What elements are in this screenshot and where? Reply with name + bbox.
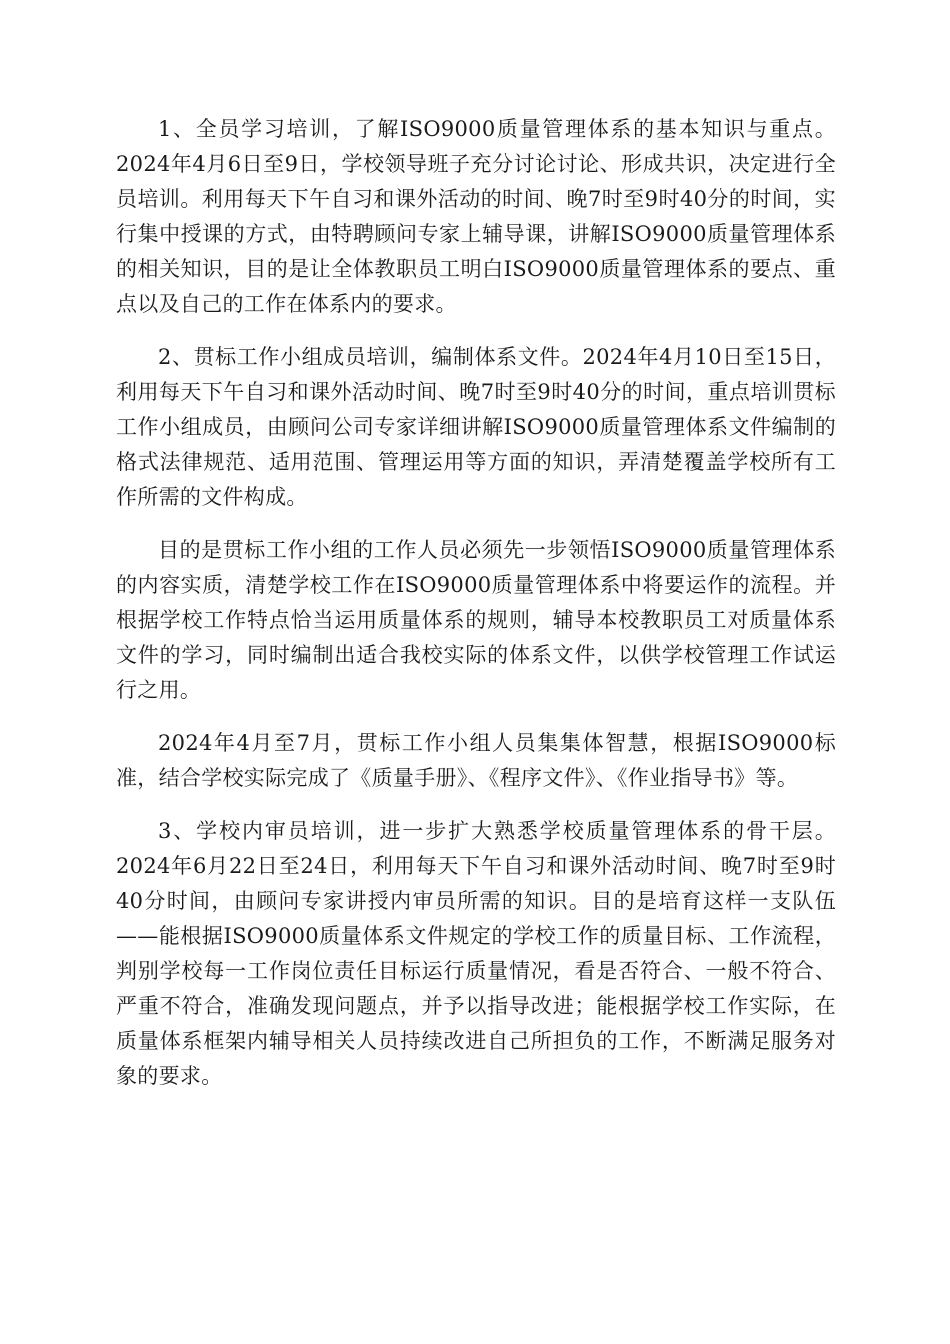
paragraph-1: 1、全员学习培训，了解ISO9000质量管理体系的基本知识与重点。2024年4月6日至9日，学校领导班子充分讨论讨论、形成共识，决定进行全员培训。利用每天下午自习和课外活动的时间、晚7时至9时40分的时间，实行集中授课的方式，由特聘顾问专家上辅导课，讲解ISO9000质量管理体系的相关知识，目的是让全体教职员工明白ISO9000质量管理体系的要点、重点以及自己的工作在体系内的要求。 bbox=[116, 117, 836, 316]
paragraph-4: 2024年4月至7月，贯标工作小组人员集集体智慧，根据ISO9000标准，结合学校实际完成了《质量手册》、《程序文件》、《作业指导书》等。 bbox=[116, 731, 836, 790]
paragraph-3: 目的是贯标工作小组的工作人员必须先一步领悟ISO9000质量管理体系的内容实质，清楚学校工作在ISO9000质量管理体系中将要运作的流程。并根据学校工作特点恰当运用质量体系的规则，辅导本校教职员工对质量体系文件的学习，同时编制出适合我校实际的体系文件，以供学校管理工作试运行之用。 bbox=[116, 538, 836, 702]
paragraph-5: 3、学校内审员培训，进一步扩大熟悉学校质量管理体系的骨干层。2024年6月22日至24日，利用每天下午自习和课外活动时间、晚7时至9时40分时间，由顾问专家讲授内审员所需的知识。目的是培育这样一支队伍——能根据ISO9000质量体系文件规定的学校工作的质量目标、工作流程，判别学校每一工作岗位责任目标运行质量情况，看是否符合、一般不符合、严重不符合，准确发现问题点，并予以指导改进；能根据学校工作实际，在质量体系框架内辅导相关人员持续改进自己所担负的工作，不断满足服务对象的要求。 bbox=[116, 819, 836, 1088]
document-body bbox=[116, 112, 836, 1112]
paragraph-2: 2、贯标工作小组成员培训，编制体系文件。2024年4月10日至15日，利用每天下午自习和课外活动时间、晚7时至9时40分的时间，重点培训贯标工作小组成员，由顾问公司专家详细讲解ISO9000质量管理体系文件编制的格式法律规范、适用范围、管理运用等方面的知识，弄清楚覆盖学校所有工作所需的文件构成。 bbox=[116, 345, 836, 509]
